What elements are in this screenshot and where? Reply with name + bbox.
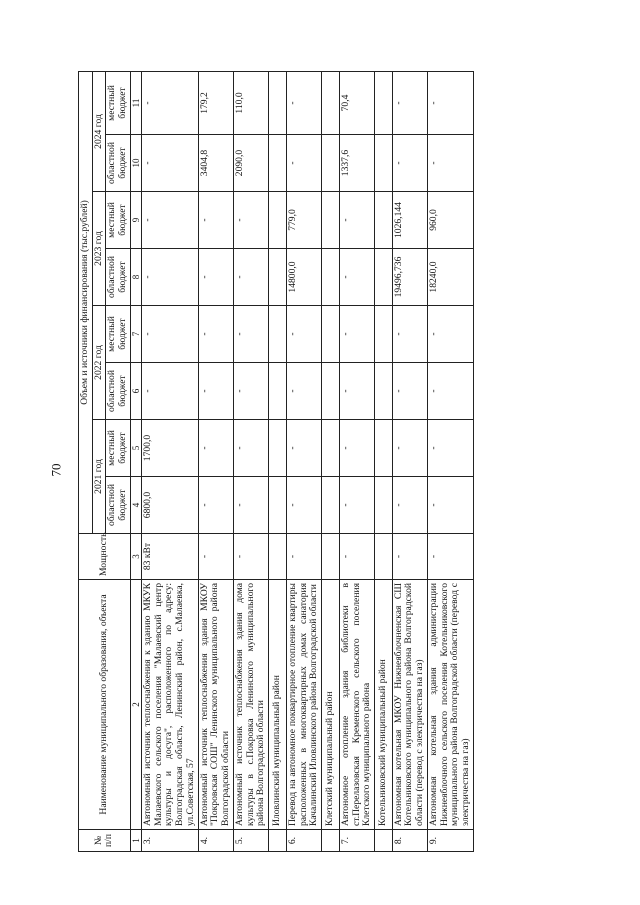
regional-budget-cell: - (198, 249, 233, 306)
local-budget-cell: 960,0 (427, 192, 473, 249)
column-index: 8 (130, 249, 141, 306)
section-empty-cell (374, 534, 392, 580)
local-budget-cell: - (339, 306, 374, 363)
local-budget-cell: - (286, 306, 321, 363)
table-row (427, 71, 473, 851)
section-empty-cell (269, 71, 287, 134)
power-cell: 83 кВт (142, 534, 199, 580)
section-empty-cell (322, 306, 340, 363)
column-index-row (130, 71, 141, 851)
section-empty-cell (269, 477, 287, 534)
header-year-2024: 2024 год (92, 71, 106, 191)
header-name: Наименование муниципального образования, объекта (79, 580, 131, 830)
table-row (233, 71, 268, 851)
section-empty-cell (374, 192, 392, 249)
local-budget-cell: 1700,0 (142, 420, 199, 477)
section-empty-cell (374, 249, 392, 306)
object-name: Автономный источник теплоснабжения к зданию МКУК Малаевского сельского поселения "Малаевский центр культуры и досуга", расположенного по адресу: Волгоградская область, Ленинский район, с.Малаевка, ул.Советская, 57 (142, 580, 199, 830)
local-budget-cell: - (427, 420, 473, 477)
header-local: местный бюджет (106, 71, 130, 134)
regional-budget-cell: 18240,0 (427, 249, 473, 306)
column-index: 4 (130, 477, 141, 534)
power-cell: - (339, 534, 374, 580)
regional-budget-cell: - (339, 363, 374, 420)
regional-budget-cell: 1337,6 (339, 135, 374, 192)
row-number: 8. (392, 830, 427, 852)
object-name: Автономный источник теплоснабжения здания дома культуры в с.Покровка Ленинского муниципального района Волгоградской области (233, 580, 268, 830)
section-empty-cell (322, 249, 340, 306)
regional-budget-cell: - (427, 135, 473, 192)
column-index: 10 (130, 135, 141, 192)
local-budget-cell: 1026,144 (392, 192, 427, 249)
section-empty-cell (269, 249, 287, 306)
section-row (269, 71, 287, 851)
section-num-cell (269, 830, 287, 852)
regional-budget-cell: - (198, 363, 233, 420)
section-empty-cell (269, 306, 287, 363)
table-body (142, 71, 474, 851)
regional-budget-cell: - (142, 249, 199, 306)
table-row (392, 71, 427, 851)
rotated-table-wrapper (78, 72, 638, 852)
power-cell: - (198, 534, 233, 580)
header-year-2022: 2022 год (92, 306, 106, 420)
power-cell: - (233, 534, 268, 580)
section-empty-cell (269, 192, 287, 249)
local-budget-cell: - (339, 420, 374, 477)
regional-budget-cell: - (233, 363, 268, 420)
row-number: 9. (427, 830, 473, 852)
section-title: Иловлинский муниципальный район (269, 580, 287, 830)
section-row (374, 71, 392, 851)
local-budget-cell: - (142, 71, 199, 134)
row-number: 3. (142, 830, 199, 852)
header-local: местный бюджет (106, 420, 130, 477)
local-budget-cell: - (392, 306, 427, 363)
column-index: 7 (130, 306, 141, 363)
section-row (322, 71, 340, 851)
table-row (198, 71, 233, 851)
regional-budget-cell: 14800,0 (286, 249, 321, 306)
power-cell: - (392, 534, 427, 580)
table-row (286, 71, 321, 851)
section-empty-cell (322, 71, 340, 134)
section-empty-cell (322, 192, 340, 249)
section-empty-cell (374, 306, 392, 363)
object-name: Перевод на автономное поквартирное отопление квартиры расположенных в многоквартирных домах санатория Качалинский Иловлинского района Волгоградской области (286, 580, 321, 830)
section-empty-cell (374, 420, 392, 477)
regional-budget-cell: - (233, 477, 268, 534)
section-empty-cell (269, 534, 287, 580)
column-index: 3 (130, 534, 141, 580)
regional-budget-cell: - (339, 477, 374, 534)
regional-budget-cell: - (198, 477, 233, 534)
local-budget-cell: - (142, 192, 199, 249)
local-budget-cell: - (198, 420, 233, 477)
power-cell: - (286, 534, 321, 580)
regional-budget-cell: 6800,0 (142, 477, 199, 534)
regional-budget-cell: - (286, 135, 321, 192)
regional-budget-cell: - (427, 363, 473, 420)
header-num: № п/п (79, 830, 131, 852)
section-empty-cell (374, 363, 392, 420)
header-regional: областной бюджет (106, 135, 130, 192)
column-index: 6 (130, 363, 141, 420)
table-row (339, 71, 374, 851)
section-empty-cell (374, 477, 392, 534)
table-row (142, 71, 199, 851)
local-budget-cell: - (427, 306, 473, 363)
regional-budget-cell: - (427, 477, 473, 534)
regional-budget-cell: - (286, 363, 321, 420)
section-empty-cell (269, 420, 287, 477)
row-number: 4. (198, 830, 233, 852)
section-empty-cell (374, 71, 392, 134)
section-empty-cell (269, 363, 287, 420)
section-empty-cell (322, 420, 340, 477)
section-title: Клетский муниципальный район (322, 580, 340, 830)
column-index: 11 (130, 71, 141, 134)
header-regional: областной бюджет (106, 249, 130, 306)
local-budget-cell: - (198, 306, 233, 363)
power-cell: - (427, 534, 473, 580)
column-index: 1 (130, 830, 141, 852)
page-number: 70 (48, 463, 64, 477)
local-budget-cell: - (286, 71, 321, 134)
object-name: Автономное отопление здания библиотеки в ст.Перелазовская Кременского сельского поселения Клетского муниципального района (339, 580, 374, 830)
local-budget-cell: - (286, 420, 321, 477)
section-empty-cell (269, 135, 287, 192)
regional-budget-cell: - (286, 477, 321, 534)
regional-budget-cell: 3404,8 (198, 135, 233, 192)
object-name: Автономный источник теплоснабжения здания МКОУ "Покровская СОШ" Ленинского муниципального района Волгоградской области (198, 580, 233, 830)
section-num-cell (374, 830, 392, 852)
regional-budget-cell: - (392, 363, 427, 420)
header-regional: областной бюджет (106, 477, 130, 534)
section-empty-cell (322, 477, 340, 534)
header-local: местный бюджет (106, 192, 130, 249)
local-budget-cell: - (198, 192, 233, 249)
funding-table (78, 71, 474, 852)
header-power: Мощность (79, 534, 131, 580)
local-budget-cell: - (233, 306, 268, 363)
section-empty-cell (374, 135, 392, 192)
section-title: Котельниковский муниципальный район (374, 580, 392, 830)
section-empty-cell (322, 534, 340, 580)
local-budget-cell: 70,4 (339, 71, 374, 134)
local-budget-cell: - (427, 71, 473, 134)
regional-budget-cell: 19496,736 (392, 249, 427, 306)
section-empty-cell (322, 135, 340, 192)
local-budget-cell: - (392, 420, 427, 477)
table-header (79, 71, 142, 851)
local-budget-cell: 179,2 (198, 71, 233, 134)
regional-budget-cell: - (142, 363, 199, 420)
regional-budget-cell: - (233, 249, 268, 306)
object-name: Автономная котельная МКОУ Нижнеяблочненская СШ Котельниковского муниципального района Волгоградской области (перевод с электричества на газ) (392, 580, 427, 830)
section-num-cell (322, 830, 340, 852)
header-regional: областной бюджет (106, 363, 130, 420)
local-budget-cell: - (233, 420, 268, 477)
local-budget-cell: - (233, 192, 268, 249)
regional-budget-cell: - (392, 477, 427, 534)
regional-budget-cell: - (392, 135, 427, 192)
column-index: 5 (130, 420, 141, 477)
local-budget-cell: 110,0 (233, 71, 268, 134)
object-name: Автономная котельная здания администрации Нижнеяблочного сельского поселения Котельниковского муниципального района Волгоградской области (перевод с электричества на газ) (427, 580, 473, 830)
header-year-2021: 2021 год (92, 420, 106, 534)
regional-budget-cell: - (339, 249, 374, 306)
local-budget-cell: - (142, 306, 199, 363)
local-budget-cell: 779,0 (286, 192, 321, 249)
row-number: 5. (233, 830, 268, 852)
section-empty-cell (322, 363, 340, 420)
column-index: 9 (130, 192, 141, 249)
local-budget-cell: - (339, 192, 374, 249)
header-funding: Объем и источники финансирования (тыс.рублей) (79, 71, 93, 533)
local-budget-cell: - (392, 71, 427, 134)
regional-budget-cell: 2090,0 (233, 135, 268, 192)
row-number: 7. (339, 830, 374, 852)
header-local: местный бюджет (106, 306, 130, 363)
regional-budget-cell: - (142, 135, 199, 192)
column-index: 2 (130, 580, 141, 830)
row-number: 6. (286, 830, 321, 852)
header-year-2023: 2023 год (92, 192, 106, 306)
